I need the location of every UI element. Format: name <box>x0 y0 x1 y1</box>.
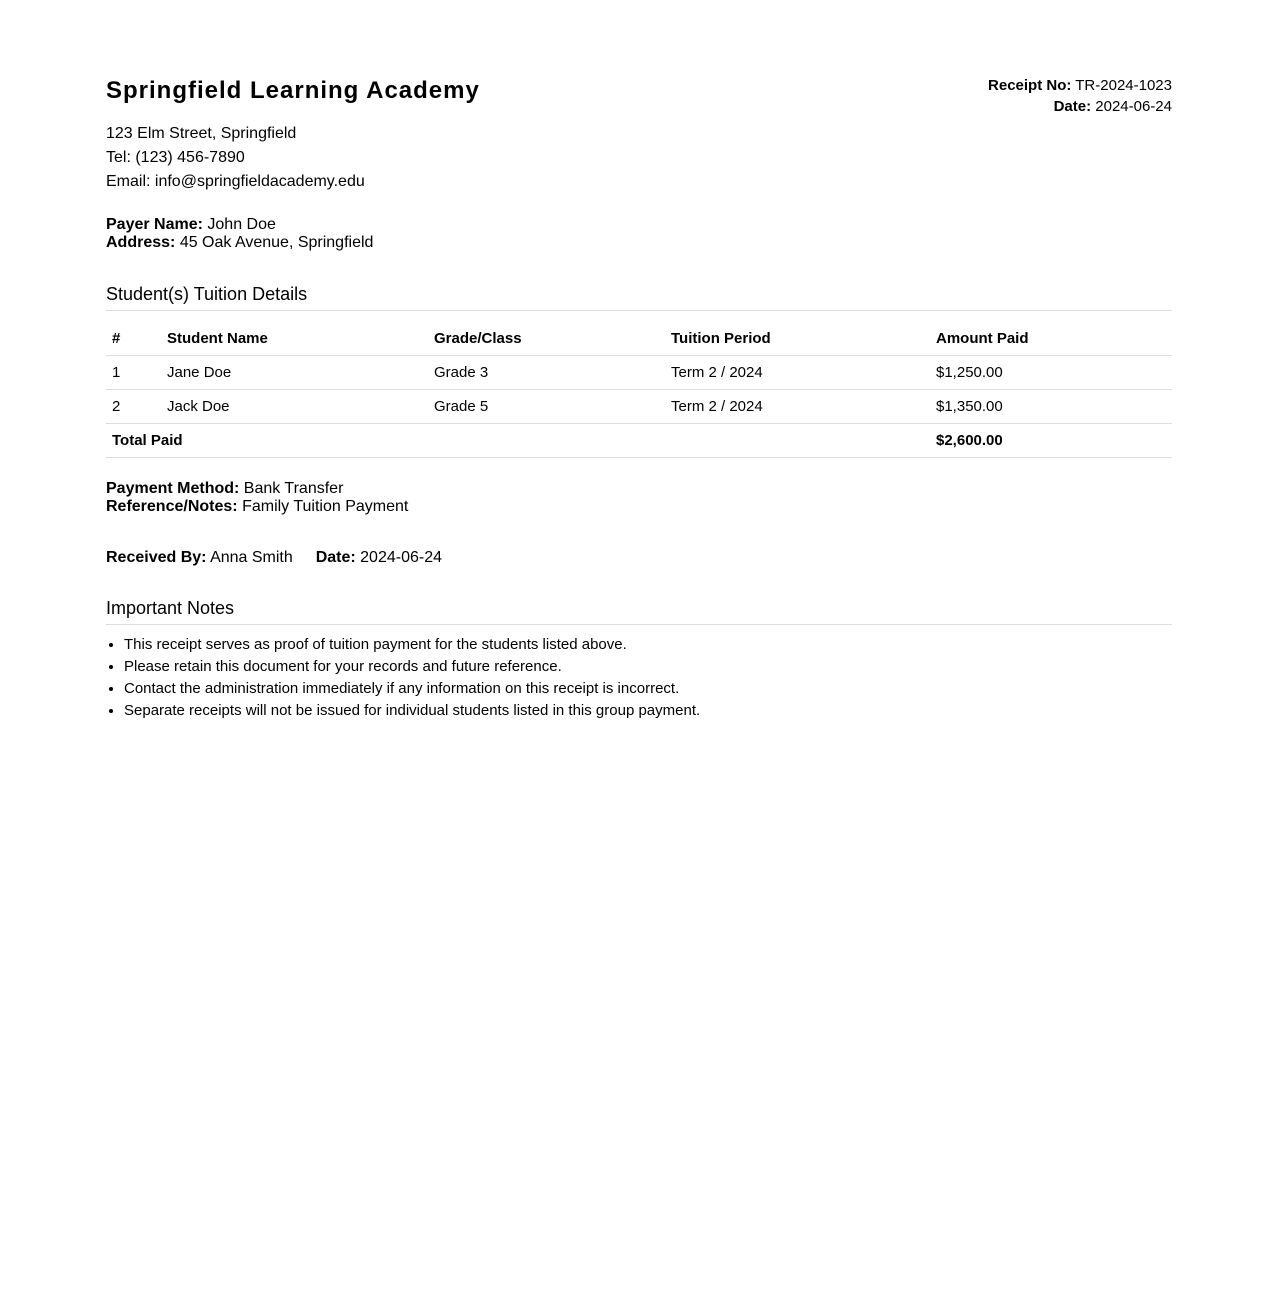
payer-address-value: 45 Oak Avenue, Springfield <box>179 234 374 251</box>
list-item: • Please retain this document for your records and future reference. <box>124 656 700 678</box>
received-info <box>106 548 442 568</box>
total-paid-label: Total Paid <box>106 424 930 458</box>
payer-address-label: Address: <box>106 234 176 251</box>
received-by-label: Received By: <box>106 549 207 566</box>
total-paid-value: $2,600.00 <box>930 424 1172 458</box>
student-grade: Grade 5 <box>428 390 665 424</box>
receipt-number-value: TR-2024-1023 <box>1075 77 1172 94</box>
receipt-number-label: Receipt No: <box>988 77 1072 94</box>
tuition-details-title: Student(s) Tuition Details <box>106 283 1172 311</box>
tuition-period: Term 2 / 2024 <box>665 390 930 424</box>
receipt-meta <box>988 75 1172 117</box>
column-header-grade: Grade/Class <box>428 322 665 356</box>
payment-method-label: Payment Method: <box>106 480 240 497</box>
payment-reference-value: Family Tuition Payment <box>242 498 409 515</box>
payer-info <box>106 216 373 252</box>
receipt-document <box>106 0 1172 719</box>
list-item: • Contact the administration immediately if any information on this receipt is incorrect. <box>124 678 700 700</box>
payer-name-value: John Doe <box>207 216 276 233</box>
student-name: Jane Doe <box>161 356 428 390</box>
school-email: Email: info@springfieldacademy.edu <box>106 173 365 190</box>
receipt-date-value: 2024-06-24 <box>1095 98 1172 115</box>
payment-method-value: Bank Transfer <box>243 480 344 497</box>
list-item: • Separate receipts will not be issued for individual students listed in this group payment. <box>124 700 700 722</box>
table-header-row <box>106 322 1172 356</box>
amount-paid: $1,350.00 <box>930 390 1172 424</box>
receipt-date-label: Date: <box>1053 98 1092 115</box>
received-by-value: Anna Smith <box>210 549 293 566</box>
tuition-period: Term 2 / 2024 <box>665 356 930 390</box>
payment-method <box>106 480 408 498</box>
tuition-table <box>106 322 1172 458</box>
receipt-number <box>988 75 1172 96</box>
payer-address <box>106 234 373 252</box>
column-header-number: # <box>106 322 161 356</box>
payment-info <box>106 480 408 516</box>
table-row <box>106 356 1172 390</box>
list-item: • This receipt serves as proof of tuition payment for the students listed above. <box>124 634 700 656</box>
school-tel: Tel: (123) 456-7890 <box>106 149 245 166</box>
school-address: 123 Elm Street, Springfield <box>106 125 297 142</box>
payment-reference-label: Reference/Notes: <box>106 498 238 515</box>
school-contact-info <box>106 122 365 194</box>
table-row <box>106 390 1172 424</box>
student-name: Jack Doe <box>161 390 428 424</box>
receipt-date <box>988 96 1172 117</box>
row-number: 2 <box>106 390 161 424</box>
important-notes-list <box>106 634 700 722</box>
school-name: Springfield Learning Academy <box>106 77 480 104</box>
received-date-label: Date: <box>315 549 356 566</box>
column-header-student-name: Student Name <box>161 322 428 356</box>
payment-reference <box>106 498 408 516</box>
important-notes-title: Important Notes <box>106 597 1172 625</box>
receipt-header <box>106 0 1172 200</box>
received-date-value: 2024-06-24 <box>360 549 442 566</box>
column-header-period: Tuition Period <box>665 322 930 356</box>
student-grade: Grade 3 <box>428 356 665 390</box>
row-number: 1 <box>106 356 161 390</box>
column-header-amount: Amount Paid <box>930 322 1172 356</box>
payer-name <box>106 216 373 234</box>
total-row <box>106 424 1172 458</box>
amount-paid: $1,250.00 <box>930 356 1172 390</box>
payer-name-label: Payer Name: <box>106 216 203 233</box>
